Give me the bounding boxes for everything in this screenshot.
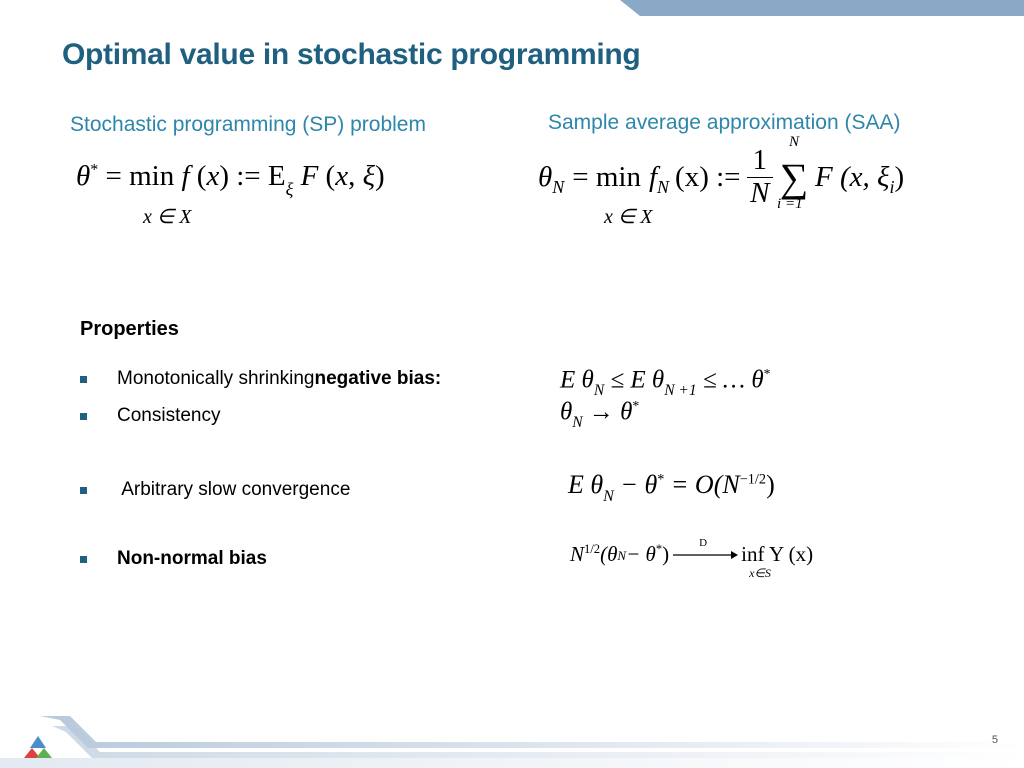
- sp-heading: Stochastic programming (SP) problem: [70, 113, 426, 136]
- sp-constraint: x ∈ X: [143, 206, 192, 228]
- f1-b: ≤ E θ: [604, 366, 665, 394]
- summation: [777, 133, 811, 212]
- f1-a: E θ: [560, 366, 594, 394]
- f1-c: ≤ … θ: [696, 366, 764, 394]
- f3-a: E θ: [568, 470, 604, 499]
- xi-index: i: [889, 176, 895, 197]
- inf-block: [741, 542, 814, 580]
- bullet-square-icon: [80, 413, 87, 420]
- footer-band: [0, 708, 1024, 768]
- f3-close: ): [766, 470, 775, 499]
- sum-symbol: ∑: [779, 154, 809, 200]
- f2-a: θ: [560, 398, 573, 426]
- bullet-text: Monotonically shrinking: [117, 368, 315, 389]
- top-decorative-band: [0, 0, 1024, 16]
- f1-sub: N: [593, 382, 605, 400]
- theta-symbol: θ: [538, 160, 553, 193]
- saa-heading: Sample average approximation (SAA): [548, 111, 901, 134]
- f-symbol: f: [648, 160, 658, 193]
- saa-tail: F (x, ξ: [815, 160, 890, 193]
- frac-numerator: 1: [747, 145, 774, 178]
- fraction: [747, 145, 774, 210]
- f1-sup: *: [763, 366, 771, 381]
- formula-non-normal: [570, 537, 814, 580]
- f4-sup: 1/2: [584, 542, 601, 556]
- page-number: 5: [991, 734, 998, 746]
- bullet-square-icon: [80, 487, 87, 494]
- properties-heading: Properties: [80, 318, 179, 340]
- arrow-right-icon: [671, 542, 739, 566]
- theta-subscript: N: [552, 176, 565, 197]
- f4-sub: N: [617, 548, 627, 563]
- sp-formula: θ* = min f (x) := $E_\xi$ F (x, ξ): [76, 160, 385, 199]
- x-assign: (x) :=: [675, 160, 741, 193]
- f3-sup: *: [657, 471, 665, 488]
- f4-b: (θ: [600, 542, 618, 566]
- bullet-negative-bias: [80, 368, 441, 390]
- inf-subscript: x∈S: [749, 566, 771, 580]
- f3-c: = O(N: [664, 470, 740, 499]
- convergence-arrow: [671, 537, 739, 566]
- f4-sup2: *: [655, 542, 663, 556]
- bullet-consistency: [80, 405, 221, 427]
- bullet-text: Consistency: [117, 405, 221, 426]
- bullet-non-normal-bias: [80, 548, 267, 570]
- close-paren: ): [894, 160, 905, 193]
- arrow-label: D: [699, 537, 708, 549]
- f3-sub: N: [603, 488, 614, 505]
- formula-consistency: [560, 398, 640, 432]
- xi-subscript: ξ: [285, 179, 294, 199]
- f4-close: ): [662, 542, 670, 566]
- eq-min: = min: [572, 160, 641, 193]
- f4-tail: inf Y (x): [741, 542, 814, 566]
- bullet-square-icon: [80, 376, 87, 383]
- f1-sub2: N +1: [664, 382, 697, 400]
- bullet-bold-text: Non-normal bias: [117, 548, 267, 569]
- f4-c: − θ: [626, 542, 656, 566]
- f2-sup: *: [632, 398, 640, 413]
- bullet-square-icon: [80, 556, 87, 563]
- bullet-bold-text: negative bias:: [314, 368, 442, 389]
- logo-icon: [24, 736, 52, 758]
- formula-monotone-bias: [560, 366, 771, 400]
- bullet-text: Arbitrary slow convergence: [117, 479, 351, 500]
- saa-constraint: x ∈ X: [604, 206, 653, 228]
- f3-b: − θ: [613, 470, 658, 499]
- f-subscript: N: [657, 176, 670, 197]
- f4-a: N: [570, 542, 585, 566]
- saa-formula: [538, 133, 905, 212]
- frac-denominator: N: [750, 176, 770, 209]
- f3-sup2: −1/2: [739, 471, 767, 488]
- sum-lower: i =1: [777, 195, 803, 212]
- sum-upper: N: [789, 133, 800, 150]
- slide-title: Optimal value in stochastic programming: [62, 38, 641, 71]
- f2-b: → θ: [582, 398, 633, 426]
- f2-sub: N: [572, 414, 583, 432]
- bullet-slow-convergence: [80, 479, 350, 501]
- formula-convergence-rate: [568, 470, 775, 505]
